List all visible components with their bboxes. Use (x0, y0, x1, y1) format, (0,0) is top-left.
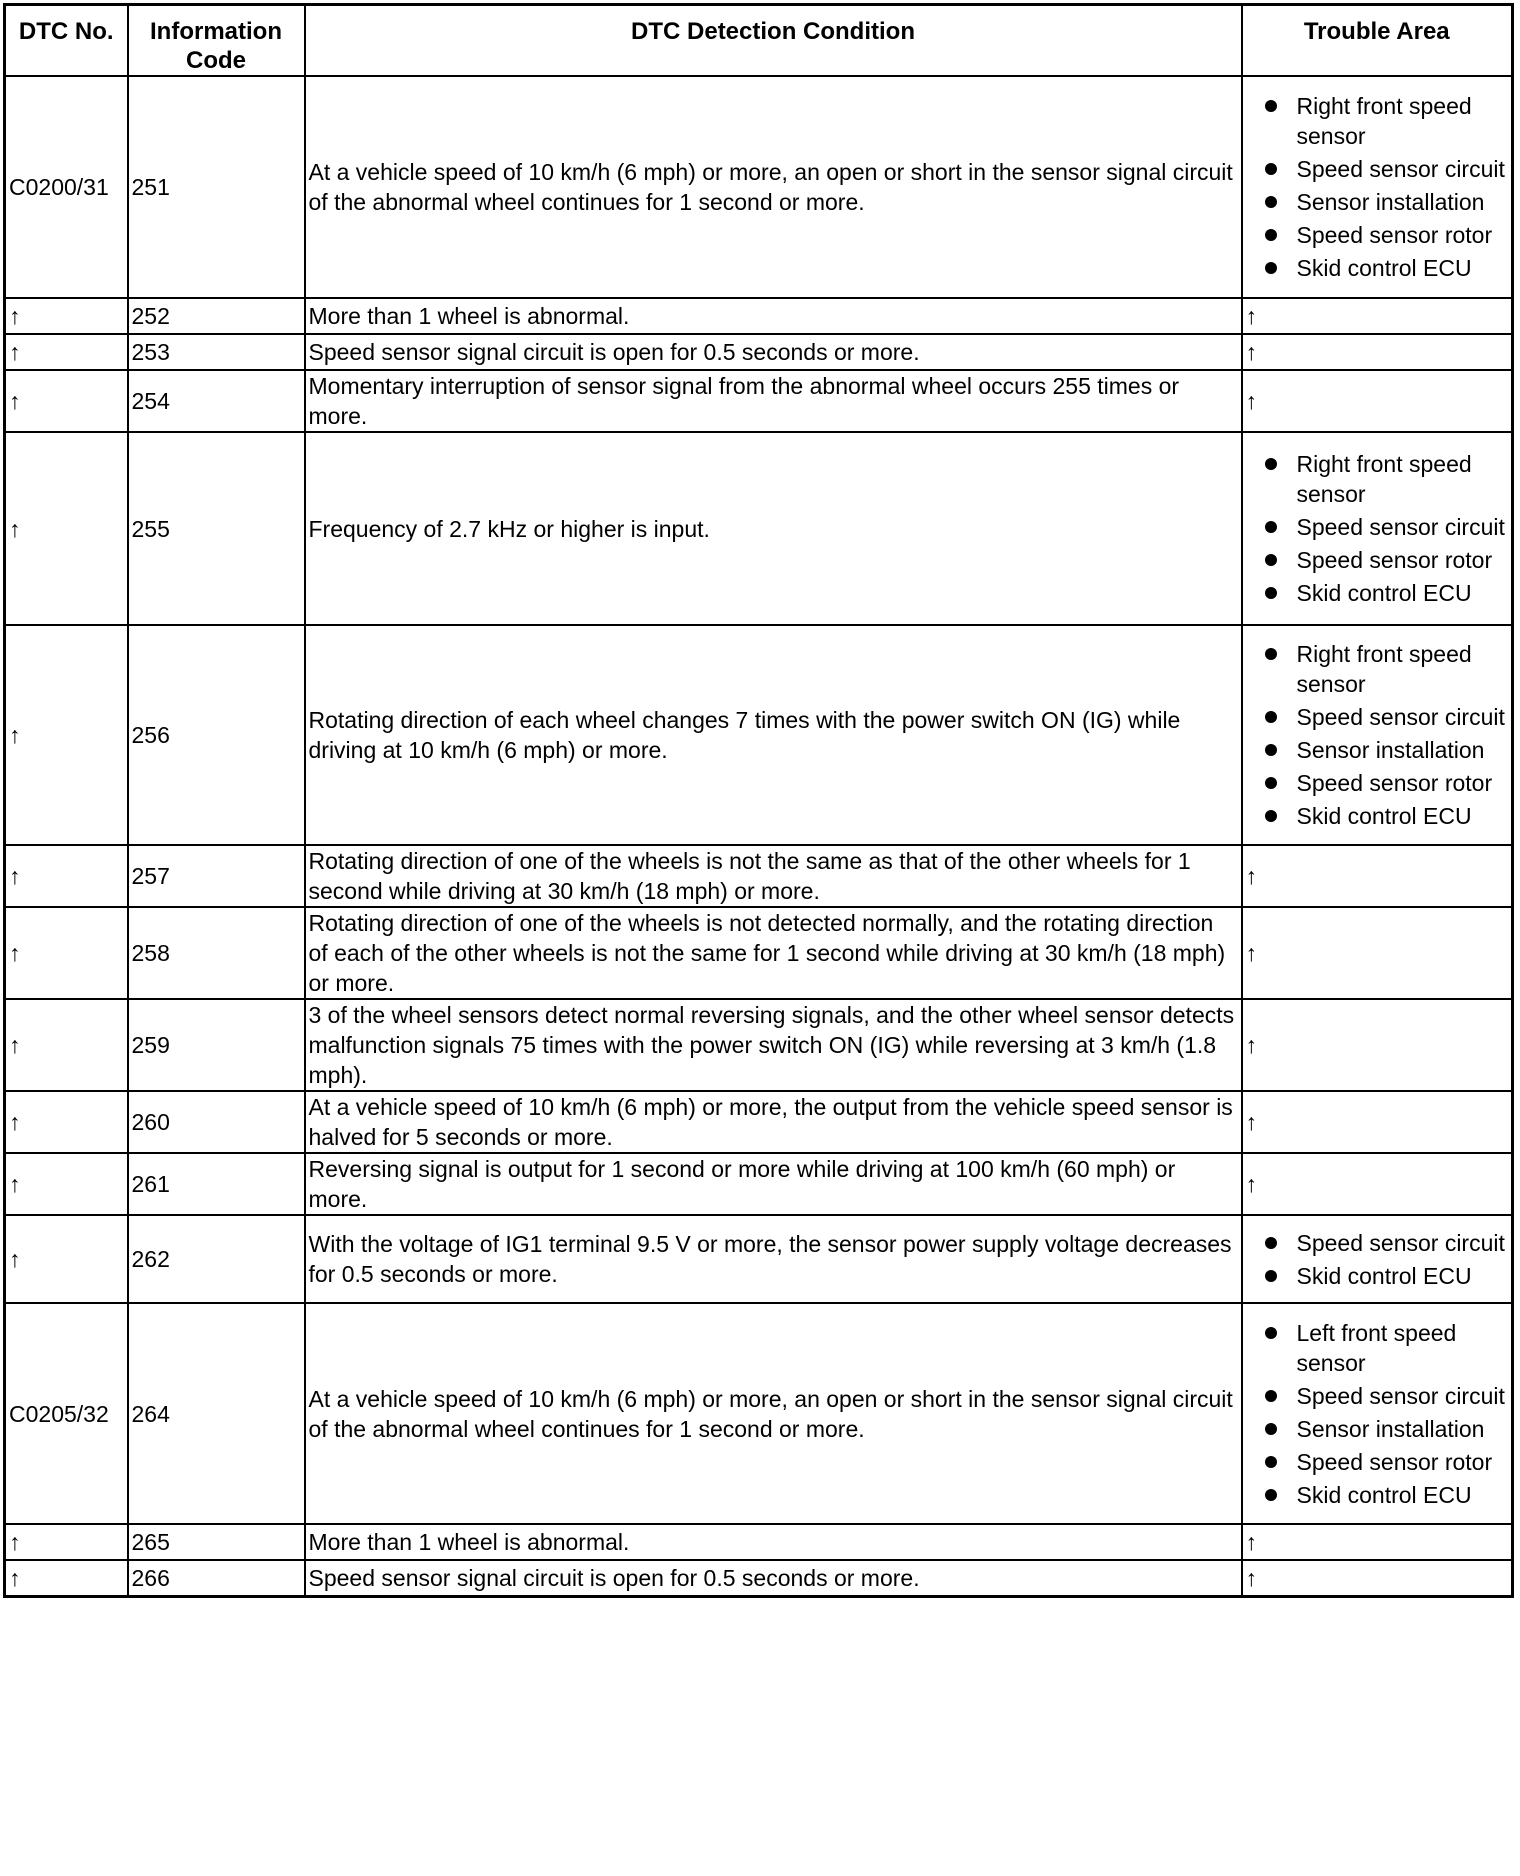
list-item (1243, 735, 1508, 765)
dtc-no-cell: C0205/32 (5, 1303, 128, 1524)
trouble-area-cell (1242, 1215, 1513, 1303)
table-row (5, 1153, 1513, 1215)
trouble-area-cell (1242, 432, 1513, 625)
list-item (1243, 545, 1508, 575)
table-row (5, 1303, 1513, 1524)
list-item (1243, 220, 1508, 250)
trouble-area-text: Sensor installation (1296, 189, 1485, 215)
dtc-no-cell: ↑ (5, 999, 128, 1091)
dtc-no-cell: ↑ (5, 845, 128, 907)
table-row (5, 432, 1513, 625)
list-item (1243, 1228, 1508, 1258)
list-item (1243, 768, 1508, 798)
trouble-area-text: Speed sensor circuit (1296, 156, 1505, 182)
bullet-icon (1265, 1270, 1277, 1282)
information-code-cell: 254 (128, 370, 305, 432)
information-code-cell: 260 (128, 1091, 305, 1153)
trouble-area-list (1243, 639, 1508, 831)
detection-condition-cell: With the voltage of IG1 terminal 9.5 V or more, the sensor power supply voltage decreases for 0.5 seconds or more. (305, 1215, 1242, 1303)
trouble-area-text: Skid control ECU (1296, 580, 1472, 606)
detection-condition-cell: More than 1 wheel is abnormal. (305, 1524, 1242, 1560)
list-item (1243, 1447, 1508, 1477)
trouble-area-text: Skid control ECU (1296, 255, 1472, 281)
bullet-icon (1265, 554, 1277, 566)
detection-condition-cell: At a vehicle speed of 10 km/h (6 mph) or more, the output from the vehicle speed sensor is halved for 5 seconds or more. (305, 1091, 1242, 1153)
information-code-cell: 265 (128, 1524, 305, 1560)
information-code-cell: 251 (128, 76, 305, 298)
table-row (5, 999, 1513, 1091)
dtc-no-cell: ↑ (5, 1091, 128, 1153)
bullet-icon (1265, 229, 1277, 241)
bullet-icon (1265, 1390, 1277, 1402)
trouble-area-text: Speed sensor circuit (1296, 1382, 1505, 1409)
trouble-area-text: Right front speed sensor (1296, 93, 1472, 149)
dtc-no-cell: ↑ (5, 334, 128, 370)
information-code-cell: 253 (128, 334, 305, 370)
information-code-cell: 257 (128, 845, 305, 907)
trouble-area-cell: ↑ (1242, 907, 1513, 999)
trouble-area-text: Right front speed sensor (1296, 641, 1472, 697)
information-code-cell: 252 (128, 298, 305, 334)
bullet-icon (1265, 1456, 1277, 1468)
trouble-area-text: Skid control ECU (1296, 803, 1472, 829)
trouble-area-text: Speed sensor rotor (1296, 1448, 1493, 1475)
dtc-table (3, 3, 1514, 1598)
detection-condition-cell: Reversing signal is output for 1 second or more while driving at 100 km/h (60 mph) or more. (305, 1153, 1242, 1215)
trouble-area-list (1243, 91, 1508, 283)
list-item (1243, 91, 1508, 151)
list-item (1243, 1261, 1508, 1291)
bullet-icon (1265, 262, 1277, 274)
trouble-area-cell (1242, 1303, 1513, 1524)
bullet-icon (1265, 648, 1277, 660)
detection-condition-cell: Speed sensor signal circuit is open for 0.5 seconds or more. (305, 1560, 1242, 1596)
trouble-area-cell (1242, 76, 1513, 298)
table-row (5, 907, 1513, 999)
information-code-cell: 261 (128, 1153, 305, 1215)
bullet-icon (1265, 163, 1277, 175)
header-dtc-no: DTC No. (5, 5, 128, 77)
table-row (5, 1215, 1513, 1303)
table-row (5, 845, 1513, 907)
list-item (1243, 639, 1508, 699)
information-code-cell: 256 (128, 625, 305, 845)
header-information-code: Information Code (128, 5, 305, 77)
list-item (1243, 1318, 1508, 1378)
bullet-icon (1265, 521, 1277, 533)
detection-condition-cell: Rotating direction of one of the wheels is not detected normally, and the rotating direction of each of the other wheels is not the same for 1 second while driving at 30 km/h (18 mph) or more. (305, 907, 1242, 999)
dtc-no-cell: ↑ (5, 370, 128, 432)
bullet-icon (1265, 100, 1277, 112)
list-item (1243, 1414, 1508, 1444)
detection-condition-cell: Speed sensor signal circuit is open for 0.5 seconds or more. (305, 334, 1242, 370)
trouble-area-cell: ↑ (1242, 1153, 1513, 1215)
trouble-area-cell (1242, 625, 1513, 845)
table-row (5, 1560, 1513, 1596)
bullet-icon (1265, 711, 1277, 723)
bullet-icon (1265, 810, 1277, 822)
trouble-area-text: Skid control ECU (1296, 1262, 1472, 1289)
trouble-area-cell: ↑ (1242, 1560, 1513, 1596)
bullet-icon (1265, 1327, 1277, 1339)
dtc-table-container (3, 3, 1511, 1598)
list-item (1243, 154, 1508, 184)
detection-condition-cell: At a vehicle speed of 10 km/h (6 mph) or more, an open or short in the sensor signal circuit of the abnormal wheel continues for 1 second or more. (305, 76, 1242, 298)
table-row (5, 298, 1513, 334)
trouble-area-cell: ↑ (1242, 370, 1513, 432)
trouble-area-cell: ↑ (1242, 1524, 1513, 1560)
bullet-icon (1265, 196, 1277, 208)
list-item (1243, 1480, 1508, 1510)
list-item (1243, 578, 1508, 608)
detection-condition-cell: Momentary interruption of sensor signal from the abnormal wheel occurs 255 times or more. (305, 370, 1242, 432)
information-code-cell: 255 (128, 432, 305, 625)
trouble-area-text: Speed sensor circuit (1296, 1229, 1505, 1256)
information-code-cell: 262 (128, 1215, 305, 1303)
trouble-area-cell: ↑ (1242, 334, 1513, 370)
bullet-icon (1265, 587, 1277, 599)
list-item (1243, 512, 1508, 542)
detection-condition-cell: More than 1 wheel is abnormal. (305, 298, 1242, 334)
dtc-no-cell: ↑ (5, 1560, 128, 1596)
table-row (5, 370, 1513, 432)
trouble-area-text: Speed sensor rotor (1296, 770, 1493, 796)
table-row (5, 1091, 1513, 1153)
dtc-no-cell: ↑ (5, 907, 128, 999)
bullet-icon (1265, 1237, 1277, 1249)
header-row (5, 5, 1513, 77)
dtc-no-cell: ↑ (5, 298, 128, 334)
header-trouble-area: Trouble Area (1242, 5, 1513, 77)
trouble-area-cell: ↑ (1242, 298, 1513, 334)
dtc-no-cell: ↑ (5, 1524, 128, 1560)
detection-condition-cell: Rotating direction of each wheel changes 7 times with the power switch ON (IG) while driving at 10 km/h (6 mph) or more. (305, 625, 1242, 845)
trouble-area-text: Sensor installation (1296, 1415, 1485, 1442)
table-body (5, 76, 1513, 1596)
information-code-cell: 266 (128, 1560, 305, 1596)
dtc-no-cell: ↑ (5, 432, 128, 625)
trouble-area-text: Speed sensor circuit (1296, 514, 1505, 540)
trouble-area-cell: ↑ (1242, 845, 1513, 907)
list-item (1243, 449, 1508, 509)
trouble-area-text: Speed sensor circuit (1296, 704, 1505, 730)
dtc-no-cell: ↑ (5, 1153, 128, 1215)
trouble-area-list (1243, 1318, 1508, 1510)
list-item (1243, 1381, 1508, 1411)
list-item (1243, 187, 1508, 217)
information-code-cell: 258 (128, 907, 305, 999)
bullet-icon (1265, 1489, 1277, 1501)
bullet-icon (1265, 458, 1277, 470)
trouble-area-text: Skid control ECU (1296, 1481, 1472, 1508)
trouble-area-text: Sensor installation (1296, 737, 1485, 763)
trouble-area-text: Speed sensor rotor (1296, 547, 1493, 573)
detection-condition-cell: At a vehicle speed of 10 km/h (6 mph) or more, an open or short in the sensor signal circuit of the abnormal wheel continues for 1 second or more. (305, 1303, 1242, 1524)
trouble-area-list (1243, 449, 1508, 608)
header-detection-condition: DTC Detection Condition (305, 5, 1242, 77)
dtc-no-cell: ↑ (5, 625, 128, 845)
table-row (5, 1524, 1513, 1560)
dtc-no-cell: ↑ (5, 1215, 128, 1303)
trouble-area-text: Right front speed sensor (1296, 451, 1472, 507)
dtc-no-cell: C0200/31 (5, 76, 128, 298)
table-row (5, 76, 1513, 298)
list-item (1243, 702, 1508, 732)
bullet-icon (1265, 1423, 1277, 1435)
trouble-area-cell: ↑ (1242, 1091, 1513, 1153)
bullet-icon (1265, 744, 1277, 756)
trouble-area-text: Speed sensor rotor (1296, 222, 1493, 248)
detection-condition-cell: Rotating direction of one of the wheels is not the same as that of the other wheels for 1 second while driving at 30 km/h (18 mph) or more. (305, 845, 1242, 907)
trouble-area-cell: ↑ (1242, 999, 1513, 1091)
list-item (1243, 253, 1508, 283)
trouble-area-list (1243, 1228, 1508, 1291)
table-header (5, 5, 1513, 77)
table-row (5, 625, 1513, 845)
detection-condition-cell: Frequency of 2.7 kHz or higher is input. (305, 432, 1242, 625)
information-code-cell: 259 (128, 999, 305, 1091)
table-row (5, 334, 1513, 370)
list-item (1243, 801, 1508, 831)
detection-condition-cell: 3 of the wheel sensors detect normal reversing signals, and the other wheel sensor detects malfunction signals 75 times with the power switch ON (IG) while reversing at 3 km/h (1.8 mph). (305, 999, 1242, 1091)
information-code-cell: 264 (128, 1303, 305, 1524)
bullet-icon (1265, 777, 1277, 789)
trouble-area-text: Left front speed sensor (1296, 1319, 1457, 1376)
